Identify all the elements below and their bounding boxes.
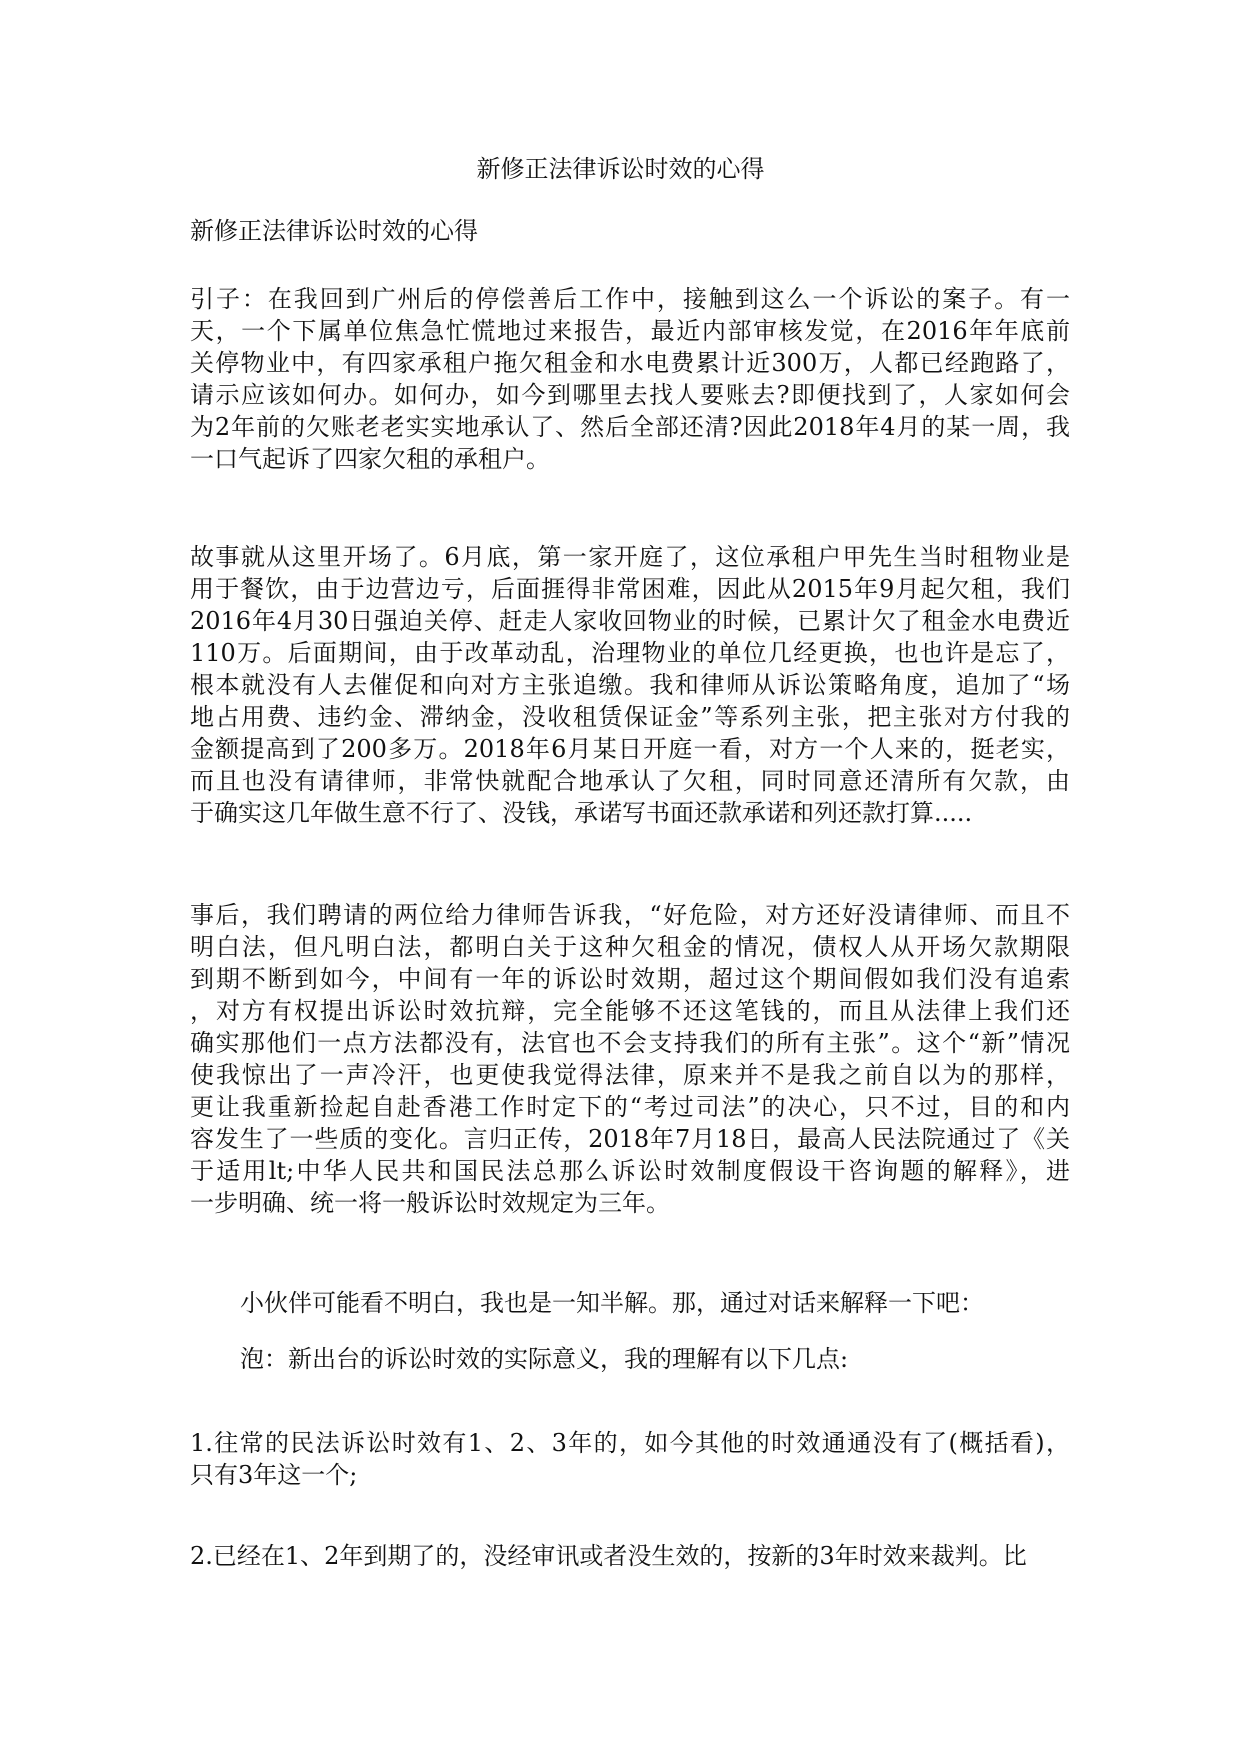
text-line: 用于餐饮，由于边营边亏，后面捱得非常困难，因此从2015年9月起欠租，我们	[190, 575, 1070, 603]
paragraph-aftermath	[190, 899, 1070, 1219]
paragraph-intro	[190, 283, 1070, 475]
text-line: 2.已经在1、2年到期了的，没经审讯或者没生效的，按新的3年时效来裁判。比	[190, 1542, 1027, 1570]
text-line: ，对方有权提出诉讼时效抗辩，完全能够不还这笔钱的，而且从法律上我们还	[190, 997, 1070, 1025]
text-line: 110万。后面期间，由于改革动乱，治理物业的单位几经更换，也也许是忘了，	[190, 639, 1070, 667]
paragraph-point-2	[190, 1540, 1070, 1572]
text-line: 金额提高到了200多万。2018年6月某日开庭一看，对方一个人来的，挺老实，	[190, 735, 1070, 763]
text-line: 为2年前的欠账老老实实地承认了、然后全部还清?因此2018年4月的某一周，我	[190, 413, 1070, 441]
text-line: 使我惊出了一声冷汗，也更使我觉得法律，原来并不是我之前自以为的那样，	[190, 1061, 1070, 1089]
document-subtitle: 新修正法律诉讼时效的心得	[190, 217, 478, 245]
text-line: 更让我重新捡起自赴香港工作时定下的“考过司法”的决心，只不过，目的和内	[190, 1093, 1070, 1121]
paragraph-dialogue-intro	[240, 1287, 1070, 1319]
text-line: 而且也没有请律师，非常快就配合地承认了欠租，同时同意还清所有欠款，由	[190, 767, 1070, 795]
text-line: 故事就从这里开场了。6月底，第一家开庭了，这位承租户甲先生当时租物业是	[190, 543, 1070, 571]
text-line: 明白法，但凡明白法，都明白关于这种欠租金的情况，债权人从开场欠款期限	[190, 933, 1070, 961]
text-line: 泡：新出台的诉讼时效的实际意义，我的理解有以下几点:	[240, 1345, 849, 1373]
text-line: 于确实这几年做生意不行了、没钱，承诺写书面还款承诺和列还款打算.....	[190, 799, 973, 827]
text-line: 2016年4月30日强迫关停、赶走人家收回物业的时候，已累计欠了租金水电费近	[190, 607, 1070, 635]
text-line: 一口气起诉了四家欠租的承租户。	[190, 445, 550, 473]
text-line: 只有3年这一个;	[190, 1461, 358, 1489]
text-line: 1.往常的民法诉讼时效有1、2、3年的，如今其他的时效通通没有了(概括看)，	[190, 1429, 1070, 1457]
text-line: 一步明确、统一将一般诉讼时效规定为三年。	[190, 1189, 670, 1217]
text-line: 关停物业中，有四家承租户拖欠租金和水电费累计近300万，人都已经跑路了，	[190, 349, 1070, 377]
paragraph-point-1	[190, 1427, 1070, 1491]
text-line: 事后，我们聘请的两位给力律师告诉我，“好危险，对方还好没请律师、而且不	[190, 901, 1070, 929]
document-title: 新修正法律诉讼时效的心得	[476, 155, 765, 183]
text-line: 小伙伴可能看不明白，我也是一知半解。那，通过对话来解释一下吧：	[240, 1289, 984, 1317]
text-line: 到期不断到如今，中间有一年的诉讼时效期，超过这个期间假如我们没有追索	[190, 965, 1070, 993]
text-line: 根本就没有人去催促和向对方主张追缴。我和律师从诉讼策略角度，追加了“场	[190, 671, 1070, 699]
text-line: 容发生了一些质的变化。言归正传，2018年7月18日，最高人民法院通过了《关	[190, 1125, 1070, 1153]
text-line: 请示应该如何办。如何办，如今到哪里去找人要账去?即便找到了，人家如何会	[190, 381, 1070, 409]
text-line: 引子：在我回到广州后的停偿善后工作中，接触到这么一个诉讼的案子。有一	[190, 285, 1070, 313]
text-line: 地占用费、违约金、滞纳金，没收租赁保证金”等系列主张，把主张对方付我的	[190, 703, 1070, 731]
text-line: 天，一个下属单位焦急忙慌地过来报告，最近内部审核发觉，在2016年年底前	[190, 317, 1070, 345]
paragraph-story	[190, 541, 1070, 829]
paragraph-understanding	[240, 1343, 1070, 1375]
text-line: 确实那他们一点方法都没有，法官也不会支持我们的所有主张”。这个“新”情况	[190, 1029, 1070, 1057]
text-line: 于适用lt;中华人民共和国民法总那么诉讼时效制度假设干咨询题的解释》，进	[190, 1157, 1070, 1185]
